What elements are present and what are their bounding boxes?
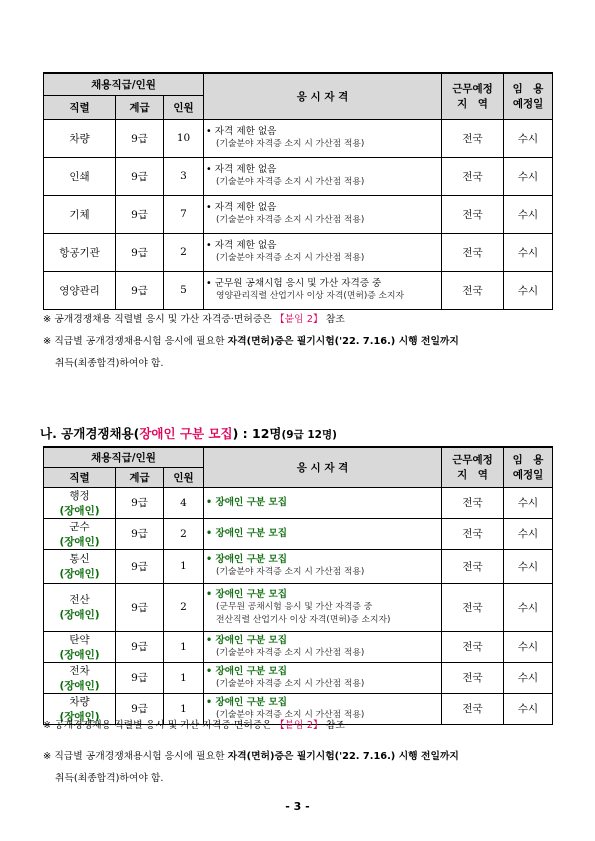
table-row: 탄약 (장애인) 9급 1 • 장애인 구분 모집 (기술분야 자격증 소지 시 가산점 적용) 전국 수시 — [44, 631, 553, 662]
recruitment-table-disabled — [43, 446, 553, 725]
header-date: 임 용 예정일 — [504, 447, 553, 487]
header-position: 직렬 — [44, 467, 116, 487]
table-row: 영양관리 9급 5 • 군무원 공채시험 응시 및 가산 자격증 중 영양관리직렬 산업기사 이상 자격(면허)증 소지자 전국 수시 — [44, 271, 553, 309]
section-heading-disabled-recruitment: 나. 공개경쟁채용(장애인 구분 모집) : 12명(9급 12명) — [40, 426, 337, 441]
header-grade: 계급 — [116, 467, 164, 487]
header-group: 채용직급/인원 — [44, 447, 204, 467]
table-row: 기체 9급 7 • 자격 제한 없음 (기술분야 자격증 소지 시 가산점 적용) 전국 수시 — [44, 195, 553, 233]
table-row: 전산 (장애인) 9급 2 • 장애인 구분 모집 (군무원 공채시험 응시 및 가산 자격증 중 전산직렬 산업기사 이상 자격(면허)증 소지자) 전국 수시 — [44, 583, 553, 631]
note-certificate-reference: ※ 공개경쟁채용 직렬별 응시 및 가산 자격증·면허증은 【붙임 2】 참조 — [43, 314, 345, 325]
table-row: 차량 9급 10 • 자격 제한 없음 (기술분야 자격증 소지 시 가산점 적용) 전국 수시 — [44, 119, 553, 157]
note-certificate-reference-2: ※ 공개경쟁채용 직렬별 응시 및 가산 자격증·면허증은 【붙임 2】 참조 — [43, 720, 345, 731]
note-certificate-deadline-2: ※ 직급별 공개경쟁채용시험 응시에 필요한 자격(면허)증은 필기시험('22. 7.16.) 시행 전일까지 취득(최종합격)하여야 함. — [43, 751, 459, 784]
header-date: 임 용 예정일 — [504, 73, 553, 119]
header-grade: 계급 — [116, 95, 164, 119]
header-qualification: 응 시 자 격 — [204, 73, 442, 119]
header-position: 직렬 — [44, 95, 116, 119]
header-region: 근무예정 지 역 — [442, 447, 504, 487]
header-count: 인원 — [164, 95, 204, 119]
recruitment-table-general — [43, 72, 553, 310]
table-row: 인쇄 9급 3 • 자격 제한 없음 (기술분야 자격증 소지 시 가산점 적용) 전국 수시 — [44, 157, 553, 195]
table-row: 군수 (장애인) 9급 2 • 장애인 구분 모집 전국 수시 — [44, 518, 553, 549]
header-group: 채용직급/인원 — [44, 73, 204, 95]
header-qualification: 응 시 자 격 — [204, 447, 442, 487]
table-row: 전차 (장애인) 9급 1 • 장애인 구분 모집 (기술분야 자격증 소지 시 가산점 적용) 전국 수시 — [44, 662, 553, 693]
header-count: 인원 — [164, 467, 204, 487]
table-row: 행정 (장애인) 9급 4 • 장애인 구분 모집 전국 수시 — [44, 487, 553, 518]
table-row: 통신 (장애인) 9급 1 • 장애인 구분 모집 (기술분야 자격증 소지 시 가산점 적용) 전국 수시 — [44, 549, 553, 583]
header-region: 근무예정 지 역 — [442, 73, 504, 119]
table-row: 항공기관 9급 2 • 자격 제한 없음 (기술분야 자격증 소지 시 가산점 적용) 전국 수시 — [44, 233, 553, 271]
table-row: 차량 (장애인) 9급 1 • 장애인 구분 모집 (기술분야 자격증 소지 시 가산점 적용) 전국 수시 — [44, 693, 553, 724]
page-number: - 3 - — [285, 800, 310, 813]
note-certificate-deadline: ※ 직급별 공개경쟁채용시험 응시에 필요한 자격(면허)증은 필기시험('22. 7.16.) 시행 전일까지 취득(최종합격)하여야 함. — [43, 336, 459, 369]
